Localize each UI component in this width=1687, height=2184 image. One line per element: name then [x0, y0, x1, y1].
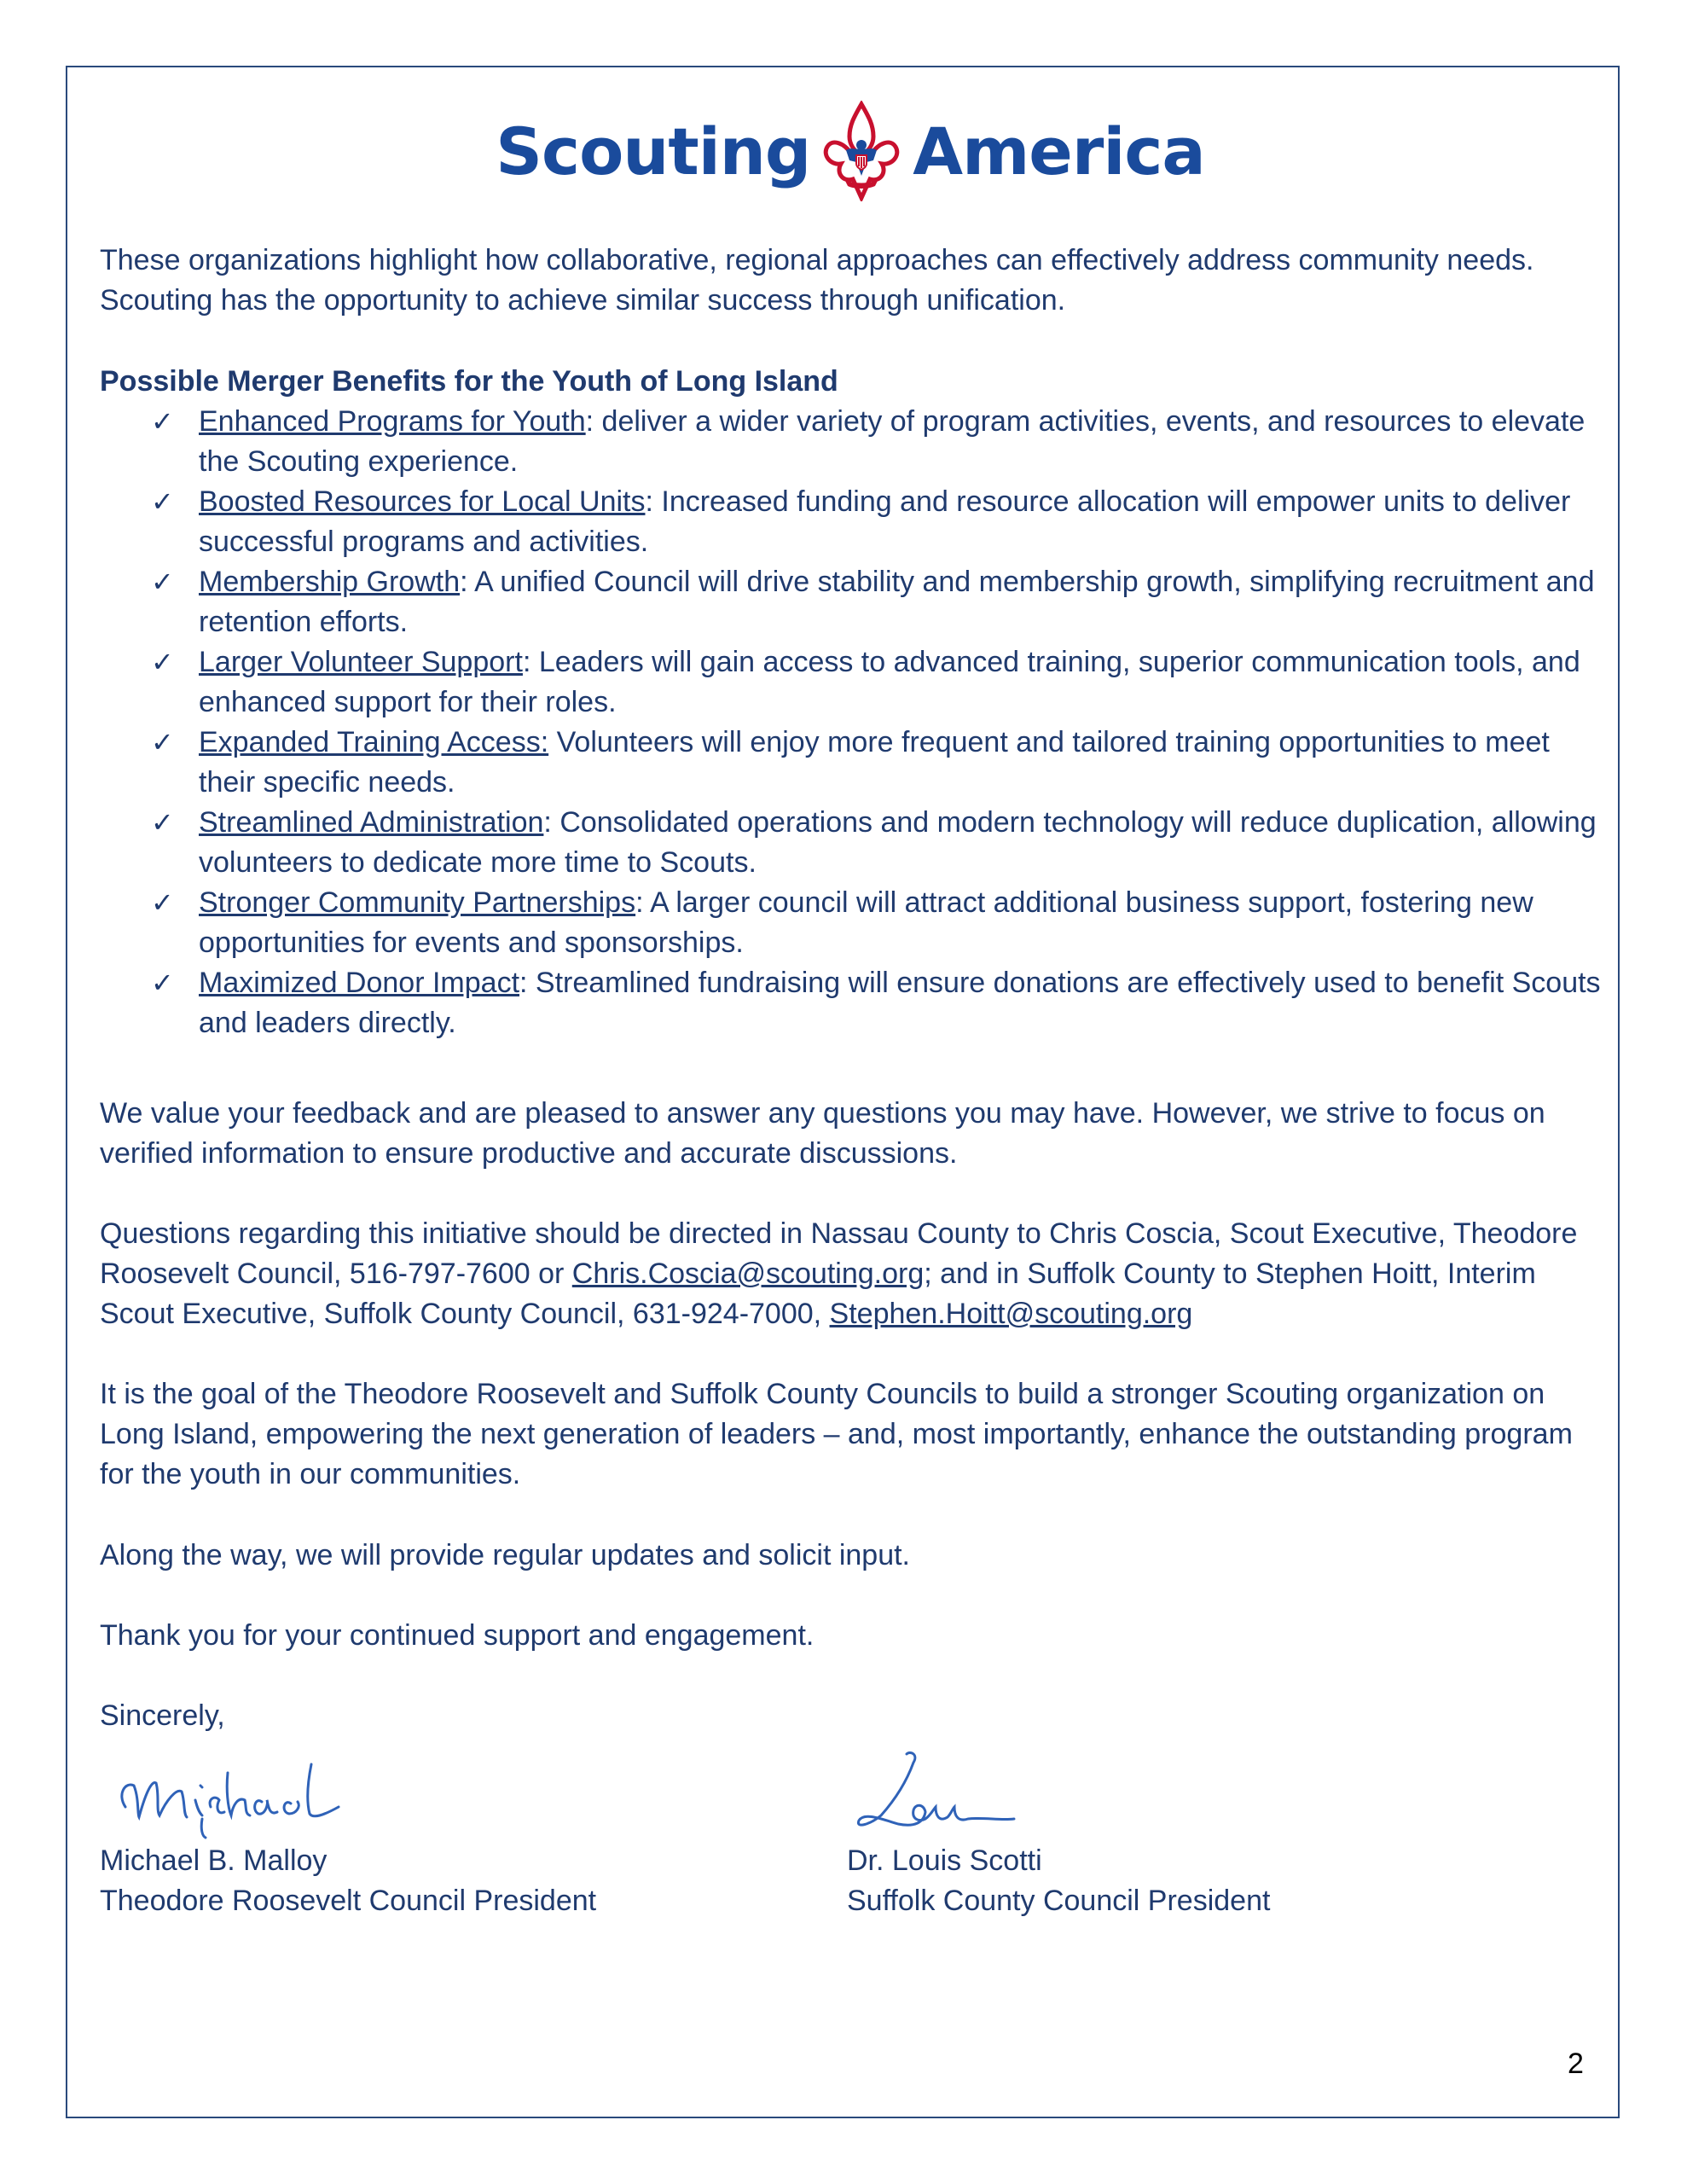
- checkmark-icon: ✓: [151, 646, 174, 678]
- benefit-title: Maximized Donor Impact: [199, 967, 520, 999]
- email-link-coscia[interactable]: Chris.Coscia@scouting.org: [571, 1258, 925, 1290]
- questions-text-1: Questions regarding this initiative should be directed in Nassau County to Chris Coscia, Scout Executive, Theodore Roosevelt Council, 516-797-7600 or: [100, 1217, 1578, 1290]
- signer-right: [847, 1747, 1444, 1921]
- scouting-america-logo: [100, 96, 1601, 206]
- list-item: [100, 482, 1601, 562]
- signature-lou: [847, 1747, 1171, 1841]
- questions-text-2: ; and in Suffolk County to Stephen Hoitt, Interim Scout Executive, Suffolk County Council, 631-924-7000,: [100, 1258, 1536, 1330]
- benefit-title: Larger Volunteer Support: [199, 646, 523, 678]
- thanks-paragraph: Thank you for your continued support and engagement.: [100, 1619, 815, 1652]
- signer-title: Suffolk County Council President: [847, 1885, 1271, 1917]
- checkmark-icon: ✓: [151, 566, 174, 598]
- intro-paragraph: These organizations highlight how collaborative, regional approaches can effectively address community needs. Scouting has the opportunity to achieve similar success through unification.: [100, 244, 1534, 317]
- checkmark-icon: ✓: [151, 726, 174, 758]
- benefit-text: Volunteers will enjoy more frequent and tailored training opportunities to meet their specific needs.: [199, 726, 1550, 799]
- benefit-text: : Increased funding and resource allocation will empower units to deliver successful programs and activities.: [199, 485, 1571, 558]
- questions-paragraph: [100, 1214, 1601, 1334]
- benefit-title: Expanded Training Access:: [199, 726, 549, 758]
- updates-paragraph: Along the way, we will provide regular updates and solicit input.: [100, 1539, 911, 1571]
- signer-name: Michael B. Malloy: [100, 1844, 328, 1877]
- benefit-text: : A larger council will attract additional business support, fostering new opportunities for events and sponsorships.: [199, 886, 1533, 959]
- checkmark-icon: ✓: [151, 967, 174, 999]
- checkmark-icon: ✓: [151, 806, 174, 839]
- logo-word-right: America: [913, 113, 1205, 189]
- checkmark-icon: ✓: [151, 485, 174, 518]
- checkmark-icon: ✓: [151, 405, 174, 438]
- closing-salutation: Sincerely,: [100, 1699, 225, 1732]
- signer-title: Theodore Roosevelt Council President: [100, 1885, 597, 1917]
- signer-name: Dr. Louis Scotti: [847, 1844, 1042, 1877]
- feedback-paragraph: We value your feedback and are pleased to answer any questions you may have. However, we strive to focus on verified information to ensure productive and accurate discussions.: [100, 1097, 1545, 1170]
- list-item: [100, 963, 1601, 1043]
- goal-paragraph: It is the goal of the Theodore Roosevelt and Suffolk County Councils to build a stronger Scouting organization on Long Island, empowering the next generation of leaders – and, most importantly, enhance the outstanding program for the youth in our communities.: [100, 1378, 1573, 1490]
- list-item: [100, 883, 1601, 963]
- benefit-title: Membership Growth: [199, 566, 461, 598]
- signature-michael: [100, 1747, 424, 1841]
- fleur-de-lis-emblem-icon: [820, 101, 902, 201]
- benefit-text: : A unified Council will drive stability and membership growth, simplifying recruitment and retention efforts.: [199, 566, 1595, 638]
- benefit-title: Stronger Community Partnerships: [199, 886, 636, 919]
- benefits-list: [100, 402, 1601, 1043]
- benefit-title: Streamlined Administration: [199, 806, 544, 839]
- checkmark-icon: ✓: [151, 886, 174, 919]
- benefit-title: Boosted Resources for Local Units: [199, 485, 646, 518]
- benefit-text: : Consolidated operations and modern technology will reduce duplication, allowing volunteers to dedicate more time to Scouts.: [199, 806, 1597, 879]
- list-item: [100, 562, 1601, 642]
- page-number: 2: [1568, 2048, 1584, 2080]
- benefit-text: : Streamlined fundraising will ensure donations are effectively used to benefit Scouts and leaders directly.: [199, 967, 1601, 1039]
- benefit-text: : Leaders will gain access to advanced training, superior communication tools, and enhanced support for their roles.: [199, 646, 1580, 718]
- list-item: [100, 803, 1601, 883]
- list-item: [100, 723, 1601, 803]
- email-link-hoitt[interactable]: Stephen.Hoitt@scouting.org: [829, 1298, 1193, 1330]
- logo-word-left: Scouting: [496, 113, 811, 189]
- list-item: [100, 642, 1601, 723]
- signer-left: [100, 1747, 697, 1921]
- benefit-text: : deliver a wider variety of program activities, events, and resources to elevate the Scouting experience.: [199, 405, 1586, 478]
- benefits-heading: Possible Merger Benefits for the Youth of Long Island: [100, 365, 838, 398]
- benefit-title: Enhanced Programs for Youth: [199, 405, 586, 438]
- list-item: [100, 402, 1601, 482]
